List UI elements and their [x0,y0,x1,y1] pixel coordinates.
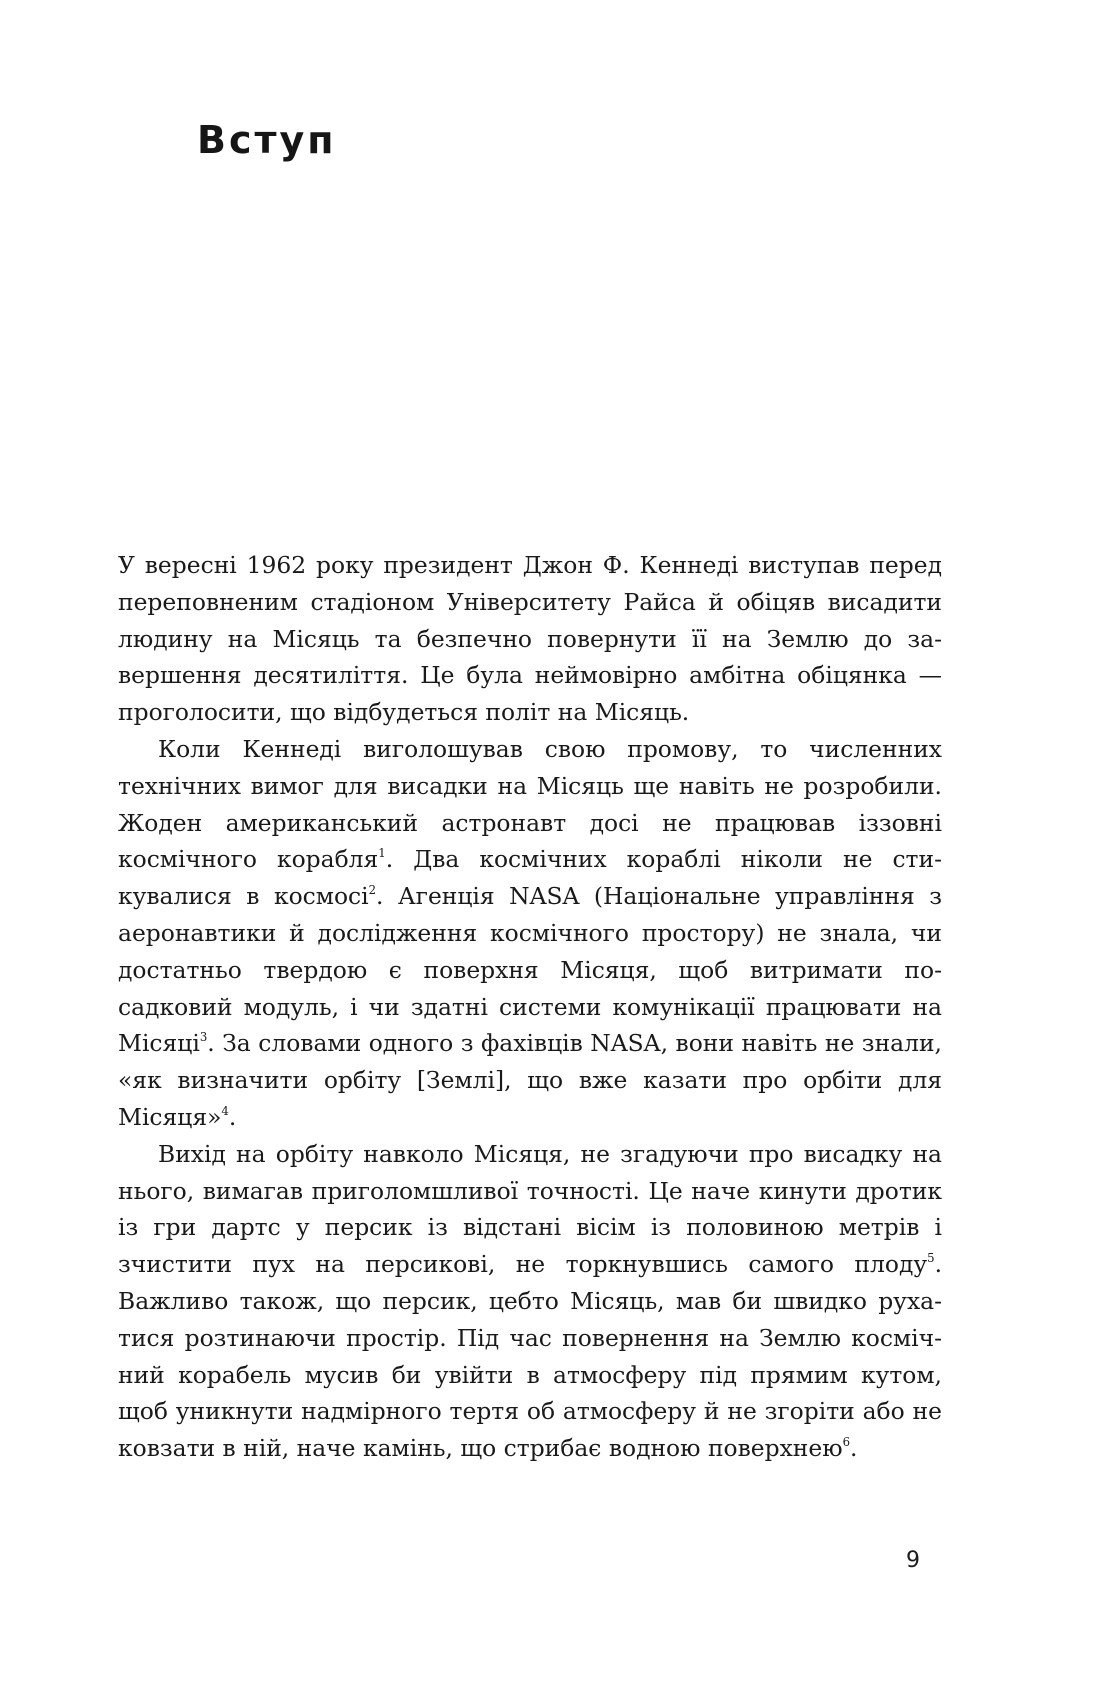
text-run: . За словами одного з фахівців NASA, вони навіть не знали, «як визначити орбіту [Землі], що вже казати про орбіти для Місяця» [118,1029,942,1131]
footnote-ref: 2 [368,883,377,898]
footnote-ref: 3 [199,1030,208,1045]
text-run: . [228,1102,237,1131]
footnote-ref: 1 [378,846,386,861]
text-run: . Агенція NASA (Національне управління з аеронавтики й дослідження космічного простору) не знала, чи достатньо твердою є поверхня Місяця, щоб витримати посадковий модуль, і чи здатні системи комунікації працювати на Місяці [118,882,942,1058]
footnote-ref: 5 [927,1251,935,1266]
page-number: 9 [906,1548,920,1573]
footnote-ref: 4 [221,1104,229,1119]
text-run: Вихід на орбіту навколо Місяця, не згадуючи про висадку на нього, вимагав приголомшливої точності. Це наче кинути дротик із гри дартс у персик із відстані вісім із половиною метрів і зчистити пух на персикові, не торкнувшись самого плоду [118,1139,942,1279]
text-run: . Важливо також, що персик, цебто Місяць, мав би швидко рухатися розтинаючи простір. Під час повернення на Землю космічний корабель мусив би увійти в атмосферу під прямим кутом, щоб уникнути надмірного тертя об атмосферу й не згоріти або не ковзати в ній, наче камінь, що стрибає водною поверхнею [118,1250,942,1463]
text-run: Коли Кеннеді виголошував свою промову, то численних технічних вимог для висадки на Місяць ще навіть не розробили. Жоден американський астронавт досі не працював іззовні космічного корабля [118,734,942,874]
paragraph [118,731,942,1136]
footnote-ref: 6 [842,1435,851,1450]
paragraph [118,547,942,731]
body-text [118,547,942,1467]
text-run: . Два космічних кораблі ніколи не стикувалися в космосі [118,845,942,911]
text-run: . [850,1434,858,1463]
paragraph [118,1136,942,1467]
text-run: У вересні 1962 року президент Джон Ф. Кеннеді виступав перед переповненим стадіоном Університету Райса й обіцяв висадити людину на Місяць та безпечно повернути її на Землю до завершення десятиліття. Це була неймовірно амбітна обіцянка — проголосити, що відбудеться політ на Місяць. [118,551,942,727]
chapter-title: Вступ [197,118,337,162]
